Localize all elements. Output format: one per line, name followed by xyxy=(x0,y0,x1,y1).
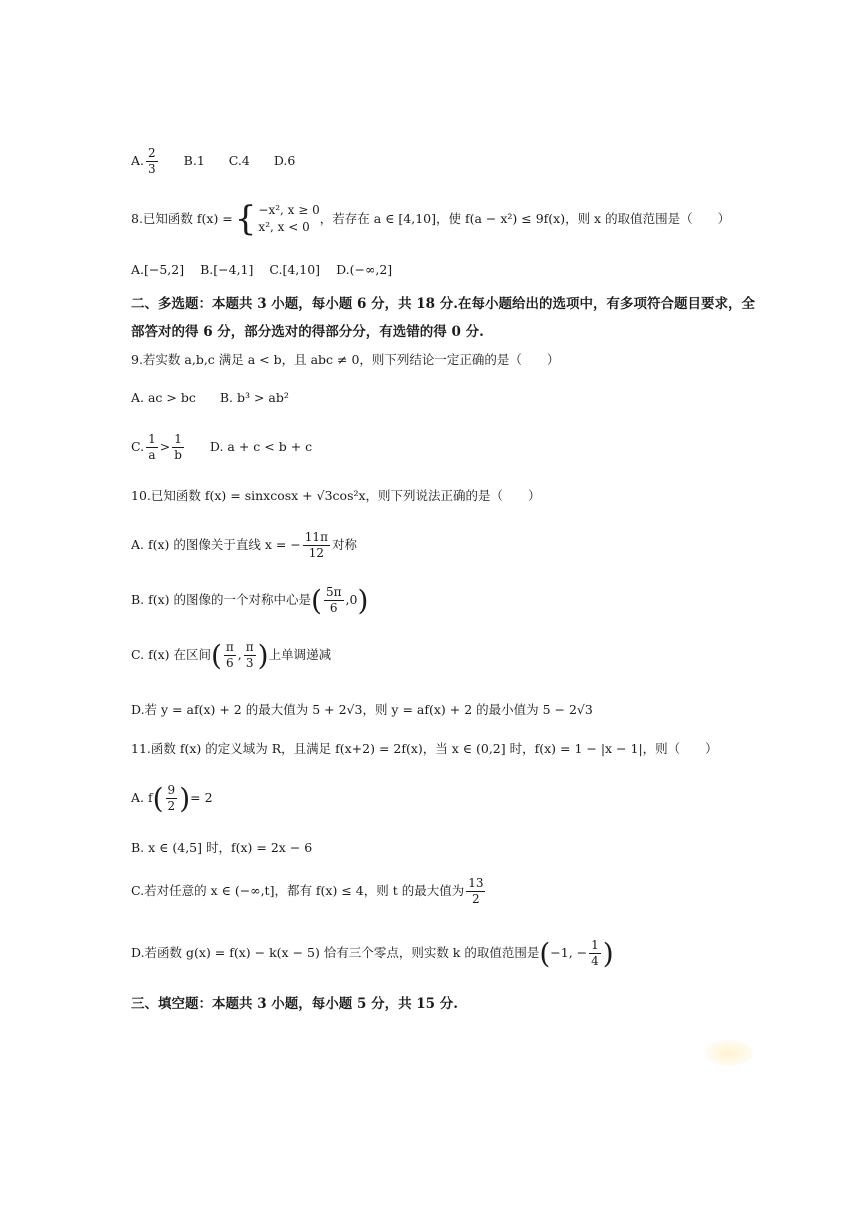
fraction: $\frac{11\pi}{12}$ xyxy=(304,530,328,560)
q9-options-ab xyxy=(131,390,760,406)
q8-option-d: D.(−∞,2] xyxy=(336,262,393,277)
q11-option-c: C.若对任意的 x ∈ (−∞,t]，都有 f(x) ≤ 4，则 t 的最大值为 $\frac{13}{2}$ xyxy=(131,876,484,906)
q8-option-b: B.[−4,1] xyxy=(200,262,254,277)
q7-option-b: B.1 xyxy=(183,153,205,169)
q11-option-b: B. x ∈ (4,5] 时，f(x) = 2x − 6 xyxy=(131,840,313,855)
q9-option-c: C. $\frac{1}{a}$ > $\frac{1}{b}$ xyxy=(131,432,182,462)
q11-stem: 11.函数 f(x) 的定义域为 R，且满足 f(x+2) = 2f(x)，当 x ∈ (0,2] 时，f(x) = 1 − |x − 1|，则（ ） xyxy=(131,741,718,756)
q7-options xyxy=(131,146,760,177)
fraction: $\frac{1}{4}$ xyxy=(591,938,599,968)
fraction: $\frac{2}{3}$ xyxy=(148,146,156,176)
q8-option-c: C.[4,10] xyxy=(269,262,321,277)
q10-option-d: D.若 y = af(x) + 2 的最大值为 5 + 2√3，则 y = af(x) + 2 的最小值为 5 − 2√3 xyxy=(131,702,593,717)
fraction: $\frac{1}{a}$ xyxy=(148,432,156,462)
q10-stem: 10.已知函数 f(x) = sinxcosx + √3cos²x，则下列说法正确的是（ ） xyxy=(131,488,541,503)
fraction: $\frac{13}{2}$ xyxy=(468,876,484,906)
q7-option-c: C.4 xyxy=(228,153,250,169)
piecewise-cases: −x², x ≥ 0 x², x < 0 xyxy=(258,203,320,234)
q8-option-a: A.[−5,2] xyxy=(131,262,185,277)
q9-option-a: A. ac > bc xyxy=(131,390,196,405)
scan-smudge xyxy=(705,1040,753,1066)
q8-stem: 8.已知函数 f(x) = { −x², x ≥ 0 x², x < 0 ，若存在 a ∈ [4,10]，使 f(a − x²) ≤ 9f(x)，则 x 的取值范围是（ ） xyxy=(131,199,731,239)
q7-option-d: D.6 xyxy=(273,153,296,169)
section-2-heading: 二、多选题：本题共 3 小题，每小题 6 分，共 18 分.在每小题给出的选项中，有多项符合题目要求，全部答对的得 6 分，部分选对的得部分分，有选错的得 0 分. xyxy=(131,296,755,340)
fraction: $\frac{\pi}{3}$ xyxy=(245,640,254,670)
fraction: $\frac{5\pi}{6}$ xyxy=(325,585,342,615)
section-3-heading: 三、填空题：本题共 3 小题，每小题 5 分，共 15 分. xyxy=(131,996,458,1012)
q11-option-a: A. f ( $\frac{9}{2}$ ) = 2 xyxy=(131,781,213,815)
q8-options xyxy=(131,262,760,278)
q10-option-c: C. f(x) 在区间 ( $\frac{\pi}{6}$ , $\frac{\pi}{3}$ ) 上单调递减 xyxy=(131,638,332,672)
q7-option-a: A. $\frac{2}{3}$ xyxy=(131,146,156,176)
q10-option-a: A. f(x) 的图像关于直线 x = − $\frac{11\pi}{12}$ 对称 xyxy=(131,530,357,560)
q9-options-cd xyxy=(131,432,760,463)
q9-option-d: D. a + c < b + c xyxy=(209,439,313,455)
piecewise-brace: { xyxy=(234,199,257,239)
fraction: $\frac{9}{2}$ xyxy=(167,783,176,813)
q11-option-d: D.若函数 g(x) = f(x) − k(x − 5) 恰有三个零点，则实数 k 的取值范围是 ( −1, − $\frac{1}{4}$ ) xyxy=(131,936,614,970)
fraction: $\frac{\pi}{6}$ xyxy=(225,640,234,670)
fraction: $\frac{1}{b}$ xyxy=(174,432,182,462)
q10-option-b: B. f(x) 的图像的一个对称中心是 ( $\frac{5\pi}{6}$ ,0 ) xyxy=(131,583,369,617)
q9-stem: 9.若实数 a,b,c 满足 a < b，且 abc ≠ 0，则下列结论一定正确的是（ ） xyxy=(131,352,560,367)
q9-option-b: B. b³ > ab² xyxy=(219,390,289,405)
